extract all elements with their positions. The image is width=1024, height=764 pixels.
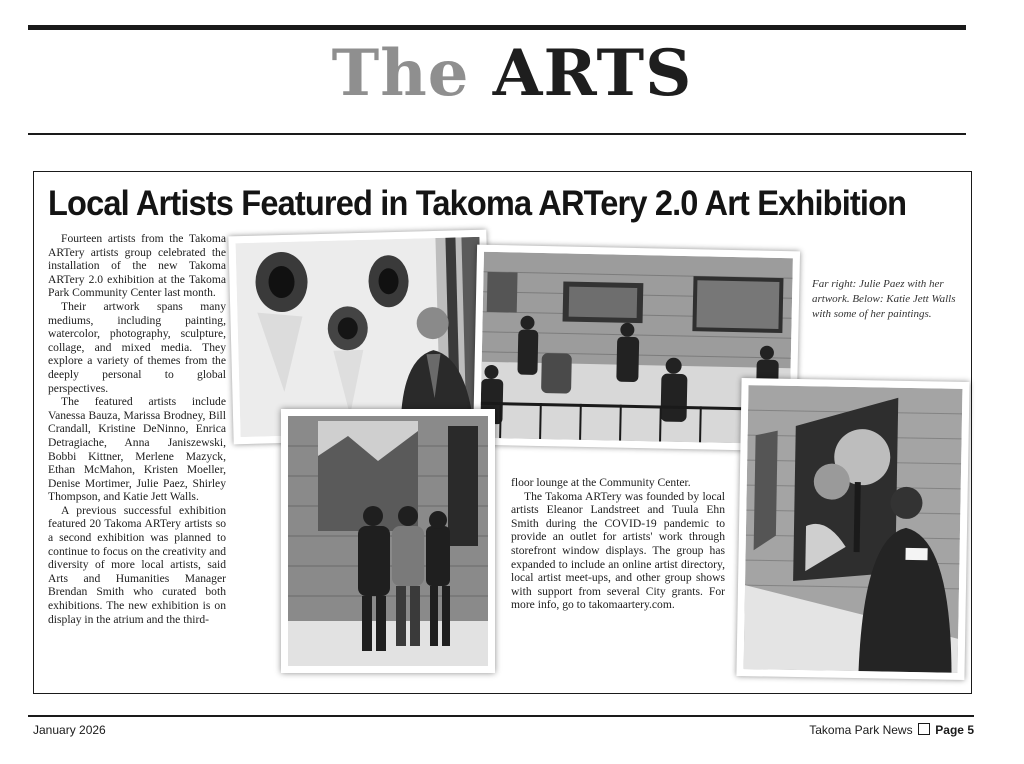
photo-viewers [281,409,495,673]
article-headline: Local Artists Featured in Takoma ARTery 2.0 Art Exhibition [48,184,907,223]
footer-publication: Takoma Park News [809,723,913,737]
article-column-1 [48,232,226,626]
footer-date: January 2026 [33,723,106,737]
paragraph: Fourteen artists from the Takoma ARTery artists group celebrated the installation of the new Takoma ARTery 2.0 exhibition at the Takoma Park Community Center last month. [48,232,226,300]
photo-artist-paintings [736,378,969,680]
footer-page-info [809,723,974,737]
paragraph: Their artwork spans many mediums, including painting, watercolor, photography, sculpture, collage, and mixed media. They explore a variety of themes from the deeply personal to global perspectives. [48,299,226,395]
footer-rule [28,715,974,717]
top-rule [28,25,966,30]
paragraph: floor lounge at the Community Center. [511,476,691,489]
square-icon [918,723,930,735]
article-column-2 [511,476,725,612]
section-title [0,34,1024,114]
section-title-bold: ARTS [492,36,693,111]
paragraph: A previous successful exhibition featured 20 Takoma ARTery artists so a second exhibition was planned to continue to focus on the creativity and diversity of more local artists, said Arts and Humanities Manager Brendan Smith who curated both exhibitions. The new exhibition is on display in the atrium and the third- [48,503,226,626]
paragraph: The featured artists include Vanessa Bauza, Marissa Brodney, Bill Crandall, Kristine DeNinno, Enrica Detragiache, Anna Janiszewski, Bobbi Kittner, Merlene Mazyck, Ethan McMahon, Kristen Moeller, Denise Mortimer, Julie Paez, Shirley Thompson, and Katie Jett Walls. [48,395,226,504]
paragraph: The Takoma ARTery was founded by local artists Eleanor Landstreet and Tuula Ehn Smith during the COVID-19 pandemic to provide an outlet for artists' work through storefront window displays. The group has expanded to include an online artist directory, local artist meet-ups, and other group shows with support from several City grants. For more info, go to takomaartery.com. [511,489,725,612]
photo-caption: Far right: Julie Paez with her artwork. Below: Katie Jett Walls with some of her paintings. [812,278,956,320]
section-title-light: The [331,36,470,111]
footer-page-number: Page 5 [935,723,974,737]
masthead-rule [28,133,966,135]
